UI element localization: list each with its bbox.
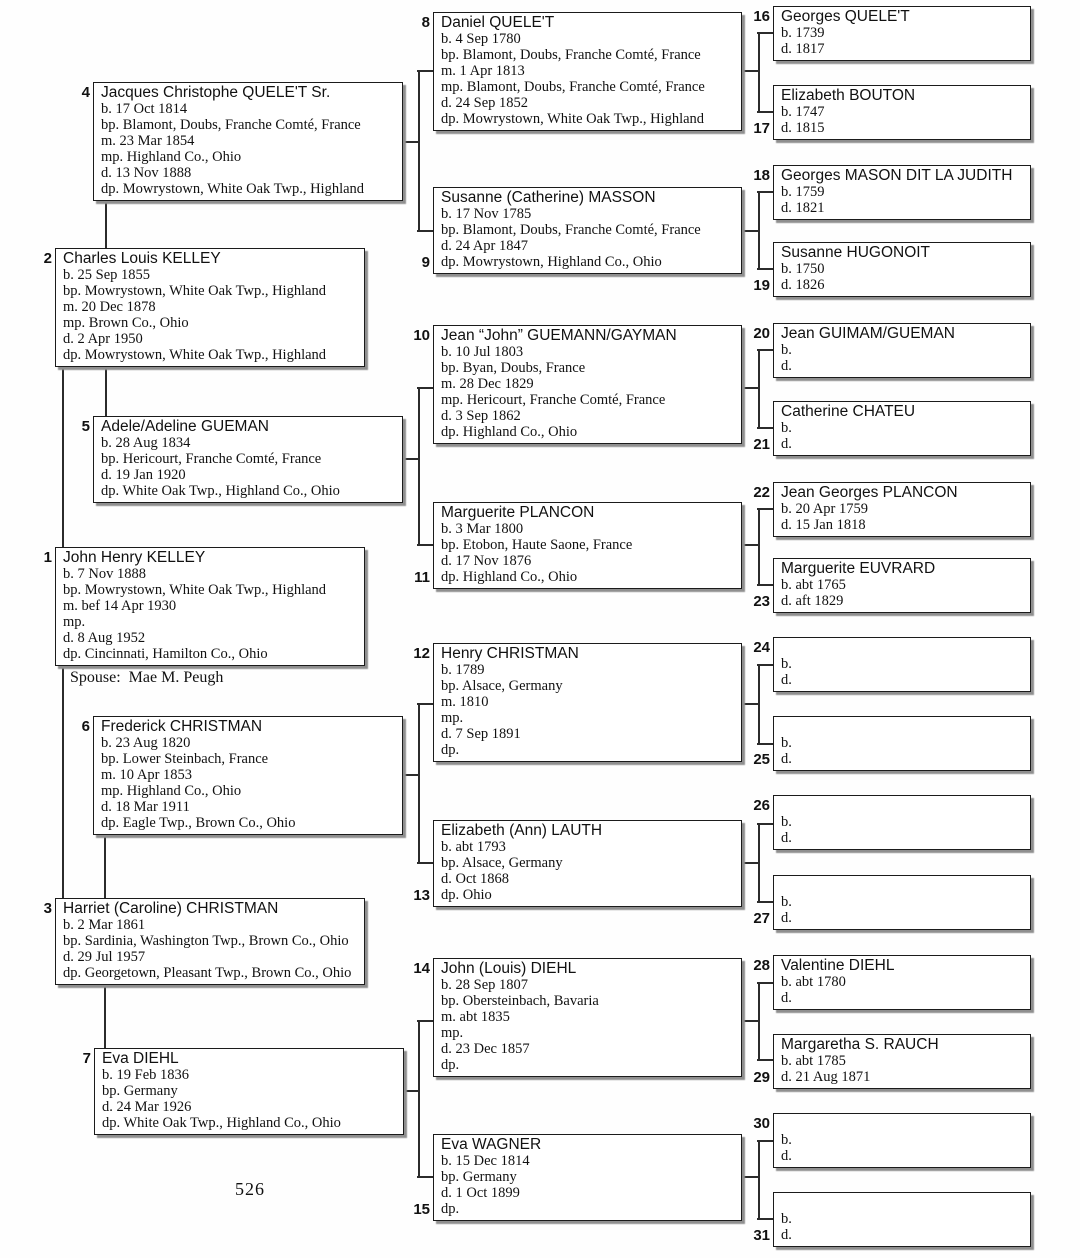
page-number: 526	[235, 1179, 265, 1199]
person-number: 22	[753, 484, 770, 501]
person-name: Jean GUIMAM/GUEMAN	[781, 325, 955, 342]
person-number: 4	[81, 84, 90, 101]
connector-line-horizontal	[417, 862, 434, 864]
person-detail-line: b. 4 Sep 1780	[441, 31, 521, 47]
person-number: 2	[43, 250, 52, 267]
person-detail-line: d.	[781, 436, 792, 452]
connector-line-horizontal	[757, 982, 774, 984]
connector-line-horizontal	[757, 743, 774, 745]
person-box-2	[43, 248, 365, 367]
person-detail-line: bp. Germany	[441, 1169, 517, 1185]
person-number: 29	[753, 1069, 770, 1086]
person-box-10	[413, 325, 742, 444]
person-box-15	[413, 1134, 742, 1221]
person-detail-line: m. abt 1835	[441, 1009, 510, 1025]
person-box-16	[753, 6, 1031, 61]
person-detail-line: d. 18 Mar 1911	[101, 799, 190, 815]
person-box-31	[753, 1192, 1031, 1247]
person-detail-line: b. 17 Oct 1814	[101, 101, 188, 117]
connector-line-horizontal	[403, 774, 419, 776]
connector-line-horizontal	[757, 823, 774, 825]
person-name: Marguerite EUVRARD	[781, 560, 936, 577]
person-number: 12	[413, 645, 430, 662]
person-detail-line: b. abt 1793	[441, 839, 506, 855]
person-detail-line: d. 1 Oct 1899	[441, 1185, 520, 1201]
person-name: Eva WAGNER	[441, 1136, 542, 1153]
person-detail-line: b. 28 Aug 1834	[101, 435, 191, 451]
person-detail-line: b.	[781, 1132, 792, 1148]
connector-line-horizontal	[757, 1140, 774, 1142]
person-number: 9	[421, 254, 430, 271]
person-box-7	[82, 1048, 404, 1135]
person-name: Georges MASON DIT LA JUDITH	[781, 167, 1013, 184]
person-number: 16	[753, 8, 770, 25]
person-box-14	[413, 958, 742, 1077]
connector-line-horizontal	[742, 1176, 759, 1178]
connector-line-horizontal	[757, 268, 774, 270]
person-box-12	[413, 643, 742, 762]
person-detail-line: d. 24 Mar 1926	[102, 1099, 192, 1115]
person-detail-line: d. 21 Aug 1871	[781, 1069, 871, 1085]
person-number: 8	[421, 14, 430, 31]
person-detail-line: bp. Mowrystown, White Oak Twp., Highland	[63, 582, 327, 598]
person-detail-line: dp. Cincinnati, Hamilton Co., Ohio	[63, 646, 268, 662]
person-box-11	[414, 502, 742, 589]
person-number: 5	[81, 418, 90, 435]
person-detail-line: b. 19 Feb 1836	[102, 1067, 189, 1083]
person-box-13	[413, 820, 742, 907]
person-number: 3	[43, 900, 52, 917]
person-detail-line: dp. Highland Co., Ohio	[441, 424, 578, 440]
connector-line-horizontal	[417, 70, 434, 72]
person-detail-line: b. abt 1785	[781, 1053, 846, 1069]
person-name: John Henry KELLEY	[63, 549, 206, 566]
connector-line-horizontal	[757, 508, 774, 510]
connector-line-horizontal	[757, 349, 774, 351]
person-name	[781, 1115, 1024, 1132]
person-number: 23	[753, 593, 770, 610]
person-name: Jacques Christophe QUELE'T Sr.	[101, 84, 331, 101]
person-detail-line: dp. Mowrystown, Highland Co., Ohio	[441, 254, 662, 270]
person-detail-line: b. abt 1780	[781, 974, 846, 990]
person-detail-line: dp.	[441, 1201, 460, 1217]
person-detail-line: d. 7 Sep 1891	[441, 726, 521, 742]
person-detail-line: b.	[781, 814, 792, 830]
person-box-30	[753, 1113, 1031, 1168]
person-number: 1	[43, 549, 52, 566]
person-box-23	[753, 558, 1031, 613]
person-detail-line: d. Oct 1868	[441, 871, 510, 887]
person-name: Catherine CHATEU	[781, 403, 916, 420]
person-detail-line: d. 2 Apr 1950	[63, 331, 143, 347]
person-box-24	[753, 637, 1031, 692]
connector-line-horizontal	[417, 703, 434, 705]
person-detail-line: m. 23 Mar 1854	[101, 133, 195, 149]
person-box-26	[753, 795, 1031, 850]
person-detail-line: dp. White Oak Twp., Highland Co., Ohio	[101, 483, 340, 499]
person-detail-line: b. 15 Dec 1814	[441, 1153, 530, 1169]
person-box-8	[421, 12, 742, 131]
person-detail-line: bp. Blamont, Doubs, Franche Comté, France	[441, 47, 701, 63]
person-detail-line: d. 1815	[781, 120, 825, 136]
person-name: Eva DIEHL	[102, 1050, 179, 1067]
person-detail-line: dp. Mowrystown, White Oak Twp., Highland	[441, 111, 705, 127]
person-detail-line: d.	[781, 358, 792, 374]
connector-line-horizontal	[757, 32, 774, 34]
person-box-5	[81, 416, 403, 503]
person-detail-line: bp. Mowrystown, White Oak Twp., Highland	[63, 283, 327, 299]
person-detail-line: b.	[781, 894, 792, 910]
person-detail-line: b. 1750	[781, 261, 825, 277]
person-name: Daniel QUELE'T	[441, 14, 555, 31]
connector-line-horizontal	[403, 458, 419, 460]
person-box-25	[753, 716, 1031, 771]
person-box-29	[753, 1034, 1031, 1089]
person-detail-line: d.	[781, 910, 792, 926]
person-detail-line: bp. Alsace, Germany	[441, 678, 563, 694]
person-name: Charles Louis KELLEY	[63, 250, 221, 267]
person-detail-line: b. 1739	[781, 25, 825, 41]
person-box-9	[421, 187, 742, 274]
person-name: Henry CHRISTMAN	[441, 645, 579, 662]
person-detail-line: b. 1789	[441, 662, 485, 678]
connector-line-horizontal	[405, 1090, 419, 1092]
person-detail-line: d. 1821	[781, 200, 825, 216]
person-box-27	[753, 875, 1031, 930]
person-number: 28	[753, 957, 770, 974]
connector-line-vertical	[758, 508, 760, 584]
person-detail-line: b. 2 Mar 1861	[63, 917, 146, 933]
person-detail-line: dp. Ohio	[441, 887, 492, 903]
person-detail-line: d. 24 Sep 1852	[441, 95, 528, 111]
person-detail-line: bp. Obersteinbach, Bavaria	[441, 993, 599, 1009]
person-name	[781, 718, 1024, 735]
person-number: 10	[413, 327, 430, 344]
person-name: Jean Georges PLANCON	[781, 484, 958, 501]
spouse-note: Spouse: Mae M. Peugh	[70, 669, 224, 686]
person-name	[781, 877, 1024, 894]
person-detail-line: d. 1817	[781, 41, 825, 57]
connector-line-horizontal	[757, 1218, 774, 1220]
person-detail-line: bp. Byan, Doubs, France	[441, 360, 586, 376]
person-detail-line: dp. Eagle Twp., Brown Co., Ohio	[101, 815, 296, 831]
person-name: Susanne HUGONOIT	[781, 244, 931, 261]
person-detail-line: dp. Mowrystown, White Oak Twp., Highland	[101, 181, 365, 197]
person-detail-line: dp.	[441, 1057, 460, 1073]
person-detail-line: d. 19 Jan 1920	[101, 467, 186, 483]
person-detail-line: bp. Hericourt, Franche Comté, France	[101, 451, 322, 467]
person-detail-line: d.	[781, 830, 792, 846]
person-name: Valentine DIEHL	[781, 957, 895, 974]
person-detail-line: d. 13 Nov 1888	[101, 165, 192, 181]
person-number: 26	[753, 797, 770, 814]
person-detail-line: b. 1759	[781, 184, 825, 200]
person-box-22	[753, 482, 1031, 537]
person-detail-line: dp. Mowrystown, White Oak Twp., Highland	[63, 347, 327, 363]
person-detail-line: m. 10 Apr 1853	[101, 767, 193, 783]
person-box-18	[753, 165, 1031, 220]
person-detail-line: b.	[781, 735, 792, 751]
connector-line-vertical	[418, 1020, 420, 1176]
person-detail-line: mp. Brown Co., Ohio	[63, 315, 189, 331]
person-detail-line: b. 17 Nov 1785	[441, 206, 532, 222]
person-number: 17	[753, 120, 770, 137]
person-detail-line: d.	[781, 1227, 792, 1243]
person-name	[781, 639, 1024, 656]
connector-line-horizontal	[417, 1020, 434, 1022]
person-name	[781, 1194, 1024, 1211]
person-detail-line: d. 24 Apr 1847	[441, 238, 528, 254]
person-detail-line: mp.	[63, 614, 86, 630]
person-name: Susanne (Catherine) MASSON	[441, 189, 656, 206]
person-detail-line: dp. White Oak Twp., Highland Co., Ohio	[102, 1115, 341, 1131]
person-detail-line: b.	[781, 420, 792, 436]
person-number: 20	[753, 325, 770, 342]
person-box-19	[753, 242, 1031, 297]
person-detail-line: mp.	[441, 710, 464, 726]
connector-line-horizontal	[757, 1059, 774, 1061]
person-box-28	[753, 955, 1031, 1010]
connector-line-horizontal	[757, 664, 774, 666]
person-detail-line: b.	[781, 342, 792, 358]
person-detail-line: b. 28 Sep 1807	[441, 977, 528, 993]
person-detail-line: bp. Blamont, Doubs, Franche Comté, France	[441, 222, 701, 238]
person-box-1	[43, 547, 365, 666]
person-number: 30	[753, 1115, 770, 1132]
person-detail-line: m. bef 14 Apr 1930	[63, 598, 177, 614]
person-detail-line: dp. Georgetown, Pleasant Twp., Brown Co., Ohio	[63, 965, 352, 981]
person-box-4	[81, 82, 403, 201]
connector-line-horizontal	[757, 111, 774, 113]
person-number: 31	[753, 1227, 770, 1244]
person-detail-line: b. 10 Jul 1803	[441, 344, 524, 360]
person-detail-line: b. abt 1765	[781, 577, 846, 593]
person-box-3	[43, 898, 365, 985]
person-number: 18	[753, 167, 770, 184]
person-number: 19	[753, 277, 770, 294]
person-detail-line: d. 1826	[781, 277, 825, 293]
person-box-17	[753, 85, 1031, 140]
connector-line-vertical	[418, 387, 420, 544]
person-detail-line: bp. Alsace, Germany	[441, 855, 563, 871]
person-detail-line: b.	[781, 1211, 792, 1227]
person-detail-line: dp. Highland Co., Ohio	[441, 569, 578, 585]
person-name: Adele/Adeline GUEMAN	[101, 418, 269, 435]
person-detail-line: mp. Hericourt, Franche Comté, France	[441, 392, 666, 408]
person-detail-line: mp. Blamont, Doubs, Franche Comté, France	[441, 79, 705, 95]
connector-line-horizontal	[403, 141, 419, 143]
person-name: Frederick CHRISTMAN	[101, 718, 263, 735]
connector-line-horizontal	[757, 901, 774, 903]
connector-line-horizontal	[742, 1020, 759, 1022]
connector-line-horizontal	[742, 703, 759, 705]
person-detail-line: mp. Highland Co., Ohio	[101, 149, 242, 165]
person-detail-line: mp. Highland Co., Ohio	[101, 783, 242, 799]
person-box-21	[753, 401, 1031, 456]
connector-line-horizontal	[742, 544, 759, 546]
connector-line-horizontal	[742, 387, 759, 389]
person-number: 7	[82, 1050, 91, 1067]
person-detail-line: b.	[781, 656, 792, 672]
person-detail-line: d. 23 Dec 1857	[441, 1041, 530, 1057]
person-name: Harriet (Caroline) CHRISTMAN	[63, 900, 279, 917]
person-number: 21	[753, 436, 770, 453]
person-number: 25	[753, 751, 770, 768]
person-number: 15	[413, 1201, 430, 1218]
person-number: 14	[413, 960, 430, 977]
person-detail-line: bp. Etobon, Haute Saone, France	[441, 537, 633, 553]
person-detail-line: m. 1 Apr 1813	[441, 63, 525, 79]
person-name: Georges QUELE'T	[781, 8, 910, 25]
person-number: 24	[753, 639, 770, 656]
person-name: Marguerite PLANCON	[441, 504, 595, 521]
person-detail-line: bp. Blamont, Doubs, Franche Comté, France	[101, 117, 361, 133]
person-detail-line: b. 1747	[781, 104, 825, 120]
person-detail-line: m. 20 Dec 1878	[63, 299, 156, 315]
connector-line-horizontal	[742, 862, 759, 864]
person-name: Elizabeth (Ann) LAUTH	[441, 822, 603, 839]
person-detail-line: d.	[781, 672, 792, 688]
person-detail-line: bp. Germany	[102, 1083, 178, 1099]
connector-line-horizontal	[417, 387, 434, 389]
person-detail-line: m. 28 Dec 1829	[441, 376, 534, 392]
person-number: 13	[413, 887, 430, 904]
person-detail-line: b. 23 Aug 1820	[101, 735, 191, 751]
person-number: 27	[753, 910, 770, 927]
person-box-20	[753, 323, 1031, 378]
person-detail-line: bp. Sardinia, Washington Twp., Brown Co., Ohio	[63, 933, 349, 949]
connector-line-horizontal	[417, 230, 434, 232]
person-name: Elizabeth BOUTON	[781, 87, 916, 104]
person-detail-line: d. 17 Nov 1876	[441, 553, 532, 569]
connector-line-horizontal	[757, 191, 774, 193]
connector-line-horizontal	[757, 427, 774, 429]
person-name: Margaretha S. RAUCH	[781, 1036, 939, 1053]
person-detail-line: d. 15 Jan 1818	[781, 517, 866, 533]
connector-line-vertical	[418, 703, 420, 862]
person-detail-line: bp. Lower Steinbach, France	[101, 751, 269, 767]
person-detail-line: d. aft 1829	[781, 593, 844, 609]
person-detail-line: d. 8 Aug 1952	[63, 630, 146, 646]
person-detail-line: b. 3 Mar 1800	[441, 521, 524, 537]
person-name: John (Louis) DIEHL	[441, 960, 577, 977]
person-number: 6	[81, 718, 90, 735]
person-detail-line: b. 7 Nov 1888	[63, 566, 146, 582]
person-detail-line: b. 25 Sep 1855	[63, 267, 150, 283]
connector-line-horizontal	[742, 70, 759, 72]
person-detail-line: dp.	[441, 742, 460, 758]
person-name: Jean “John” GUEMANN/GAYMAN	[441, 327, 677, 344]
person-detail-line: d.	[781, 1148, 792, 1164]
person-number: 11	[414, 569, 430, 586]
person-detail-line: m. 1810	[441, 694, 489, 710]
person-box-6	[81, 716, 403, 835]
connector-line-horizontal	[742, 230, 759, 232]
person-detail-line: d. 29 Jul 1957	[63, 949, 146, 965]
person-name	[781, 797, 1024, 814]
connector-line-horizontal	[417, 544, 434, 546]
connector-line-vertical	[418, 70, 420, 230]
person-detail-line: d. 3 Sep 1862	[441, 408, 521, 424]
person-detail-line: mp.	[441, 1025, 464, 1041]
connector-line-vertical	[758, 1140, 760, 1218]
connector-line-horizontal	[757, 584, 774, 586]
person-detail-line: d.	[781, 751, 792, 767]
person-detail-line: b. 20 Apr 1759	[781, 501, 868, 517]
connector-line-horizontal	[417, 1176, 434, 1178]
person-detail-line: d.	[781, 990, 792, 1006]
